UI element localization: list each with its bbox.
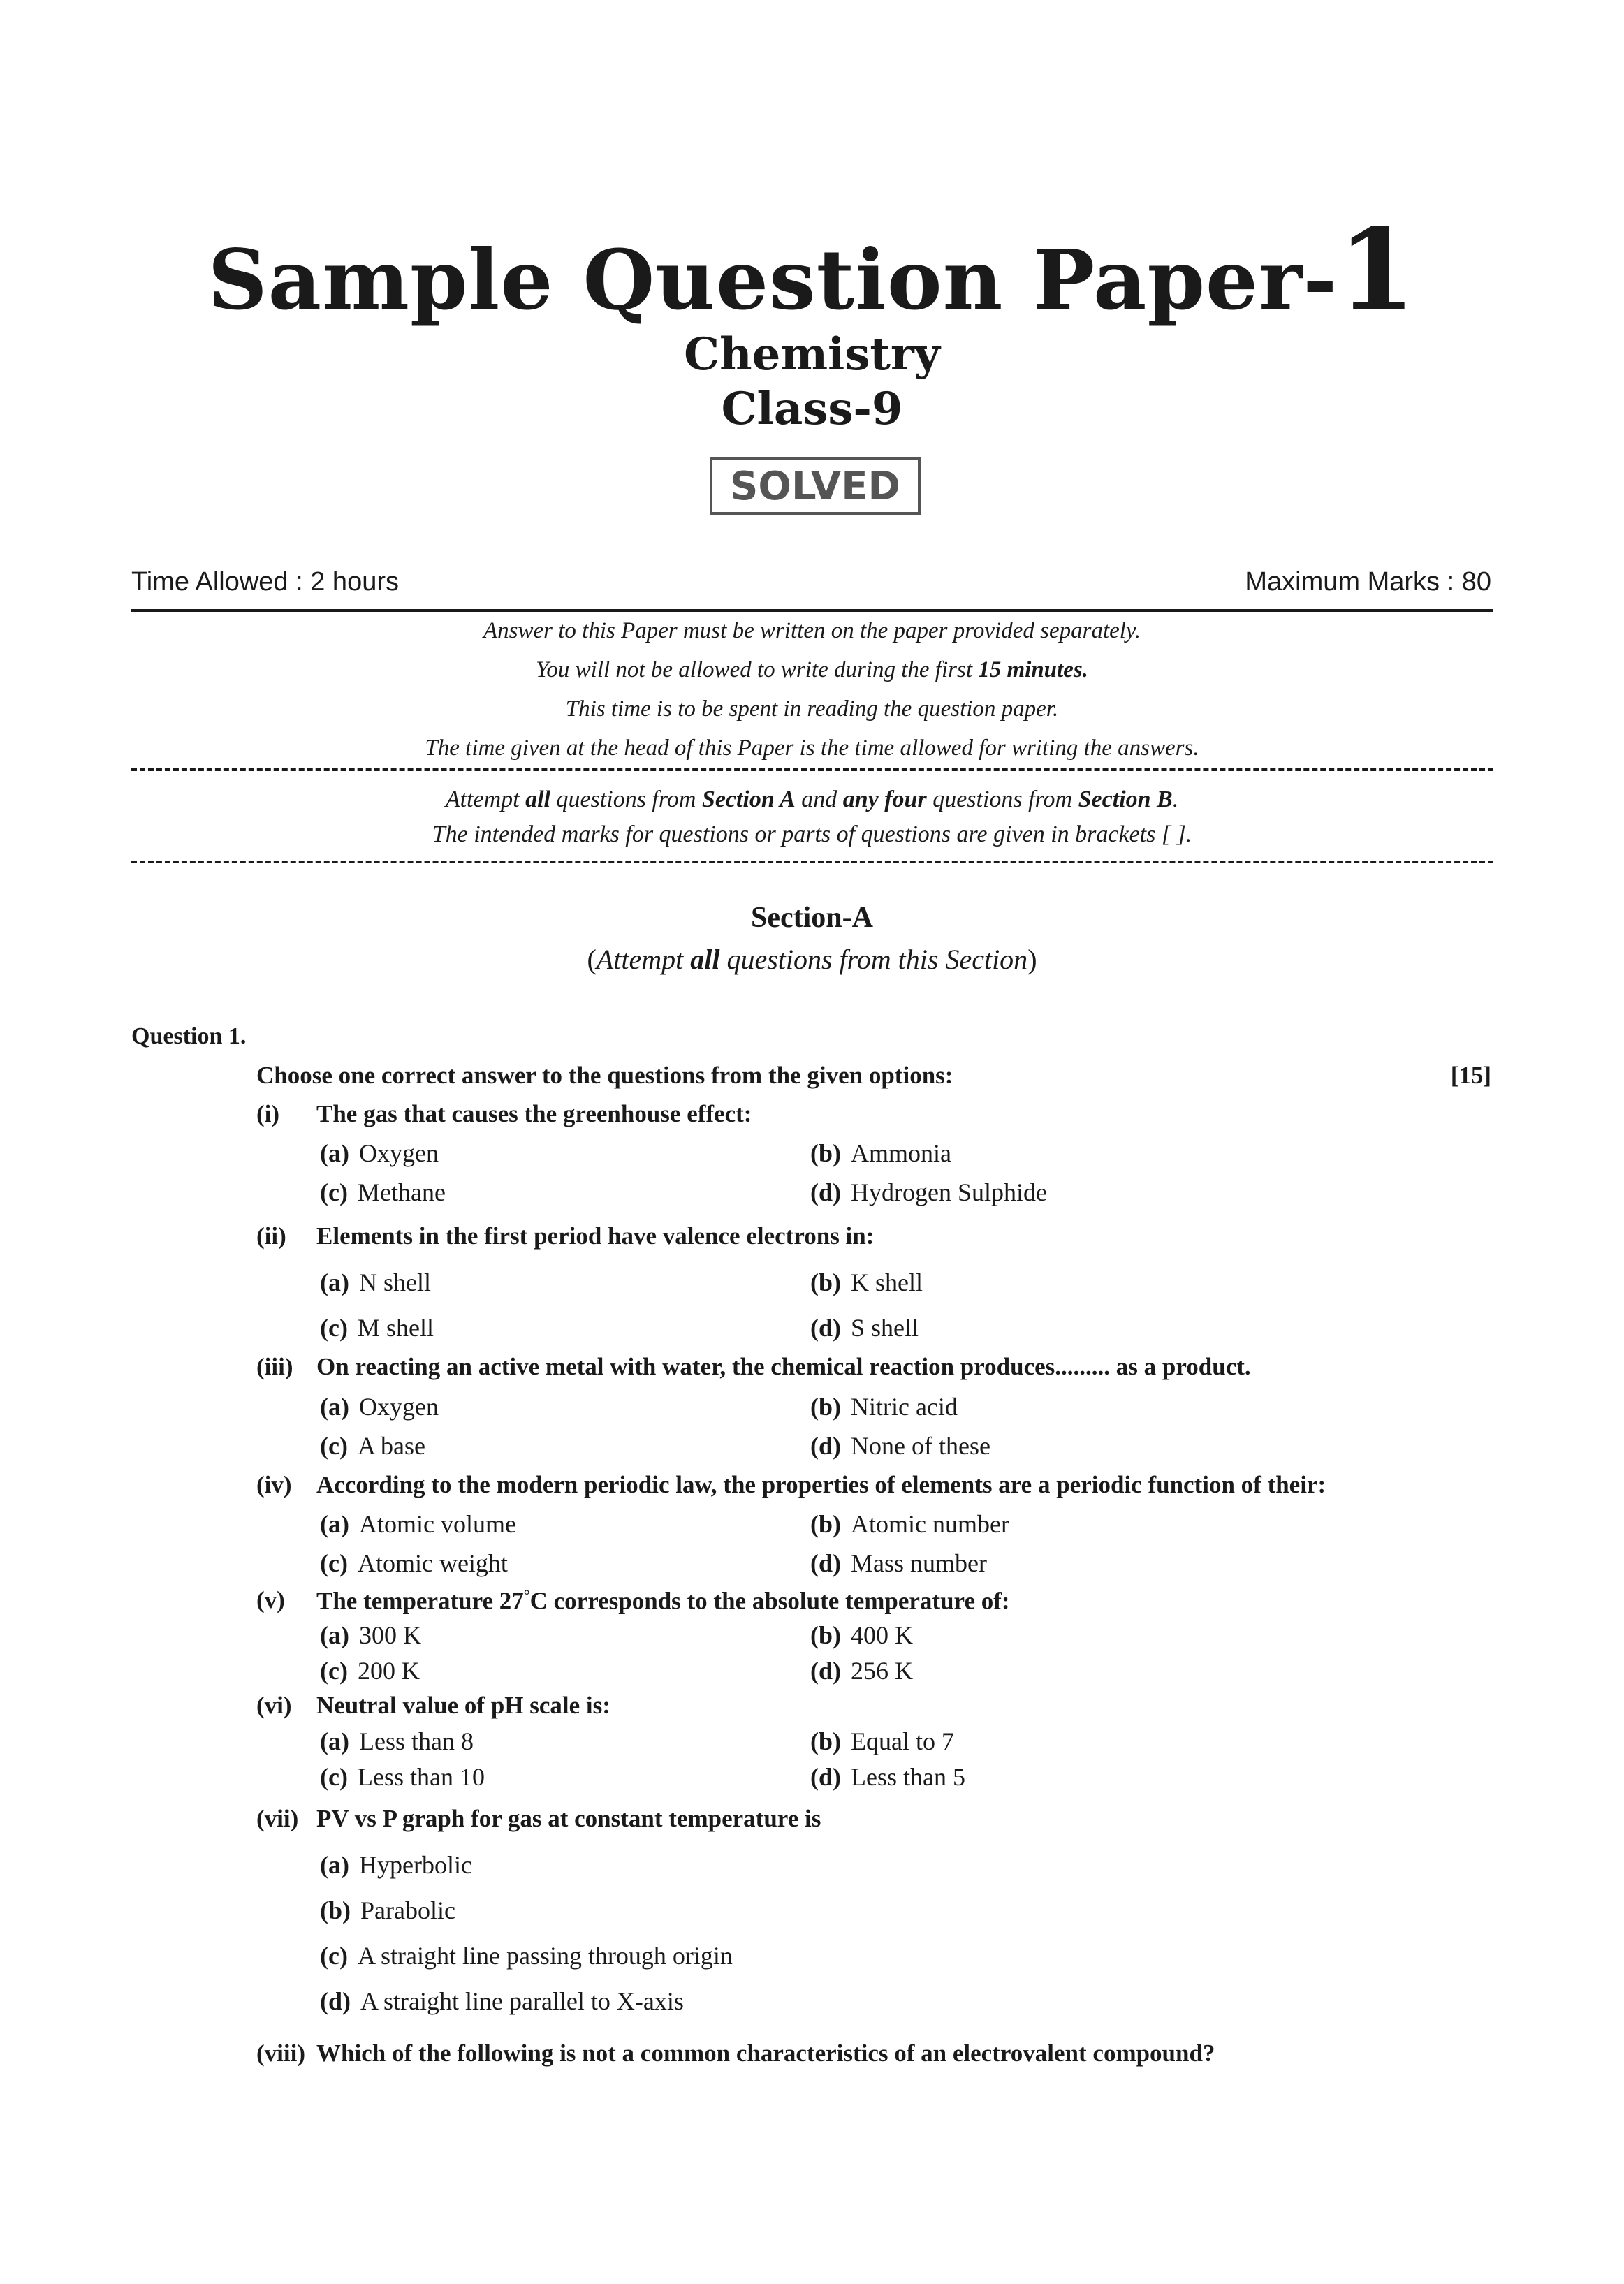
- option: (d) A straight line parallel to X-axis: [320, 1987, 684, 2015]
- question-label: Question 1.: [131, 1023, 247, 1049]
- option: (d) Less than 5: [810, 1763, 965, 1791]
- question-marks: [15]: [1450, 1062, 1491, 1089]
- option: (c) A straight line passing through origin: [320, 1942, 733, 1970]
- section-note: (Attempt all questions from this Section): [587, 944, 1037, 975]
- option: (b) Equal to 7: [810, 1727, 954, 1755]
- option: (a) Oxygen: [320, 1139, 439, 1167]
- option: (c) M shell: [320, 1314, 434, 1342]
- maximum-marks: Maximum Marks : 80: [1245, 567, 1491, 596]
- instruction-line: This time is to be spent in reading the question paper.: [565, 696, 1059, 722]
- instruction-line: Answer to this Paper must be written on the paper provided separately.: [483, 618, 1141, 643]
- solved-badge: SOLVED: [710, 457, 921, 515]
- item-number: (vii): [256, 1805, 299, 1832]
- option: (b) Parabolic: [320, 1896, 455, 1924]
- option: (a) Oxygen: [320, 1393, 439, 1421]
- instruction-line: Attempt all questions from Section A and any four questions from Section B.: [445, 786, 1179, 812]
- paper-number: 1: [1338, 204, 1417, 335]
- option: (d) S shell: [810, 1314, 919, 1342]
- item-question: On reacting an active metal with water, the chemical reaction produces......... as a product.: [316, 1353, 1251, 1380]
- item-number: (i): [256, 1100, 280, 1127]
- option: (b) Nitric acid: [810, 1393, 958, 1421]
- section-title: Section-A: [751, 902, 873, 934]
- option: (b) Ammonia: [810, 1139, 951, 1167]
- option: (a) N shell: [320, 1268, 431, 1296]
- question-intro: Choose one correct answer to the questions from the given options:: [256, 1062, 953, 1089]
- paper-title-text: Sample Question Paper-: [207, 231, 1338, 328]
- item-question: The temperature 27°C corresponds to the absolute temperature of:: [316, 1586, 1010, 1615]
- attempt-instructions: [0, 782, 1624, 852]
- paper-title: [0, 204, 1624, 335]
- subject-heading: Chemistry: [684, 328, 940, 381]
- dashed-divider: [131, 768, 1493, 771]
- item-number: (ii): [256, 1222, 286, 1250]
- instructions-block: [0, 611, 1624, 768]
- option: (c) 200 K: [320, 1657, 420, 1685]
- item-question: PV vs P graph for gas at constant temperature is: [316, 1805, 821, 1832]
- item-question: The gas that causes the greenhouse effect:: [316, 1100, 752, 1127]
- item-number: (viii): [256, 2040, 305, 2067]
- class-heading: Class-9: [721, 383, 903, 435]
- item-number: (v): [256, 1586, 285, 1613]
- item-question: Neutral value of pH scale is:: [316, 1692, 610, 1719]
- option: (a) Less than 8: [320, 1727, 474, 1755]
- option: (d) Mass number: [810, 1549, 987, 1577]
- item-number: (vi): [256, 1692, 292, 1719]
- instruction-line: You will not be allowed to write during the first 15 minutes.: [536, 657, 1088, 682]
- instruction-line: The intended marks for questions or parts of questions are given in brackets [ ].: [432, 821, 1192, 847]
- option: (d) Hydrogen Sulphide: [810, 1178, 1047, 1206]
- option: (a) Hyperbolic: [320, 1851, 472, 1879]
- option: (b) 400 K: [810, 1621, 913, 1649]
- option: (a) Atomic volume: [320, 1510, 516, 1538]
- option: (b) Atomic number: [810, 1510, 1009, 1538]
- option: (b) K shell: [810, 1268, 923, 1296]
- option: (d) 256 K: [810, 1657, 913, 1685]
- item-number: (iv): [256, 1471, 292, 1498]
- time-allowed: Time Allowed : 2 hours: [131, 567, 399, 596]
- instruction-line: The time given at the head of this Paper is the time allowed for writing the answers.: [425, 735, 1199, 761]
- option: (c) Methane: [320, 1178, 446, 1206]
- item-question: Elements in the first period have valence electrons in:: [316, 1222, 875, 1250]
- option: (c) Less than 10: [320, 1763, 485, 1791]
- option: (c) Atomic weight: [320, 1549, 508, 1577]
- item-question: According to the modern periodic law, the properties of elements are a periodic function of their:: [316, 1471, 1326, 1498]
- option: (c) A base: [320, 1432, 425, 1460]
- option: (a) 300 K: [320, 1621, 421, 1649]
- dashed-divider: [131, 861, 1493, 863]
- item-question: Which of the following is not a common characteristics of an electrovalent compound?: [316, 2040, 1215, 2067]
- item-number: (iii): [256, 1353, 293, 1380]
- option: (d) None of these: [810, 1432, 990, 1460]
